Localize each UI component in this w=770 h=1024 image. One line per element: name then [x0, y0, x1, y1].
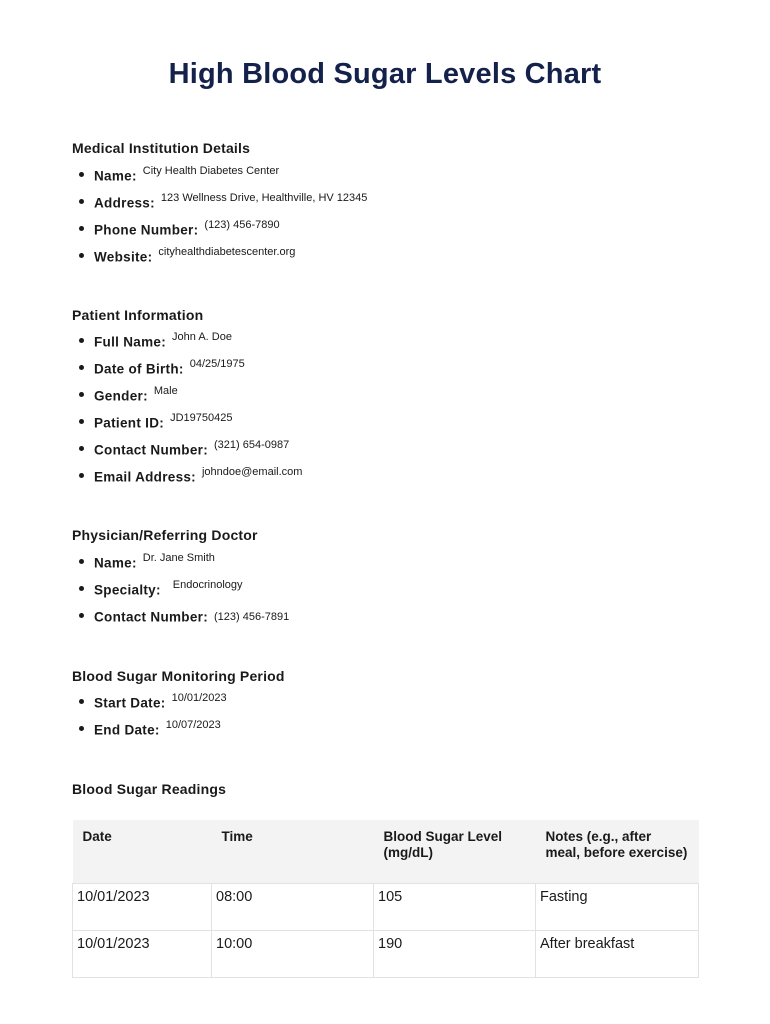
bullet-icon — [79, 172, 84, 177]
column-header-level: Blood Sugar Level (mg/dL) — [374, 820, 536, 884]
page-title: High Blood Sugar Levels Chart — [168, 58, 602, 90]
column-header-time: Time — [212, 820, 374, 884]
list-item — [79, 191, 368, 216]
table-cell: 10/01/2023 — [73, 884, 212, 931]
field-label: Gender: — [94, 388, 148, 404]
table-cell: 105 — [374, 884, 536, 931]
field-value: 10/07/2023 — [165, 718, 221, 731]
list-item — [79, 438, 290, 463]
field-label: Start Date: — [94, 695, 166, 711]
field-label: Address: — [94, 195, 155, 211]
list-item — [79, 164, 280, 189]
field-value: 123 Wellness Drive, Healthville, HV 12345 — [160, 191, 368, 204]
bullet-icon — [79, 253, 84, 258]
readings-table — [72, 820, 699, 978]
field-label: Date of Birth: — [94, 361, 184, 377]
bullet-icon — [79, 446, 84, 451]
field-value: Male — [153, 384, 178, 397]
field-label: End Date: — [94, 722, 160, 738]
field-label: Contact Number: — [94, 442, 209, 458]
bullet-icon — [79, 586, 84, 591]
field-label: Contact Number: — [94, 609, 209, 625]
table-row — [73, 931, 699, 978]
bullet-icon — [79, 199, 84, 204]
field-label: Phone Number: — [94, 222, 199, 238]
field-value: Endocrinology — [172, 578, 243, 591]
field-value: Dr. Jane Smith — [142, 551, 215, 564]
table-cell: 190 — [374, 931, 536, 978]
list-item — [79, 691, 227, 716]
field-value: (321) 654-0987 — [214, 438, 290, 451]
list-item — [79, 608, 289, 630]
list-item — [79, 718, 221, 743]
field-value: johndoe@email.com — [201, 465, 303, 478]
field-label: Name: — [94, 555, 137, 571]
field-label: Website: — [94, 249, 153, 265]
field-value: cityhealthdiabetescenter.org — [158, 245, 296, 258]
section-heading-period: Blood Sugar Monitoring Period — [72, 668, 285, 684]
table-row — [73, 884, 699, 931]
field-value: 10/01/2023 — [171, 691, 227, 704]
list-item — [79, 330, 232, 355]
list-item — [79, 245, 296, 270]
bullet-icon — [79, 699, 84, 704]
bullet-icon — [79, 419, 84, 424]
table-cell: 10:00 — [212, 931, 374, 978]
section-heading-physician: Physician/Referring Doctor — [72, 527, 258, 543]
list-item — [79, 218, 280, 243]
column-header-notes: Notes (e.g., after meal, before exercise) — [536, 820, 699, 884]
field-value: 04/25/1975 — [189, 357, 245, 370]
table-cell: Fasting — [536, 884, 699, 931]
section-heading-patient: Patient Information — [72, 307, 204, 323]
field-label: Name: — [94, 168, 137, 184]
bullet-icon — [79, 392, 84, 397]
table-cell: 08:00 — [212, 884, 374, 931]
field-label: Patient ID: — [94, 415, 165, 431]
field-label: Email Address: — [94, 469, 196, 485]
table-header-row — [73, 820, 699, 884]
field-value: (123) 456-7891 — [214, 610, 290, 623]
field-label: Specialty: — [94, 582, 161, 598]
bullet-icon — [79, 559, 84, 564]
bullet-icon — [79, 613, 84, 618]
section-heading-readings: Blood Sugar Readings — [72, 781, 227, 797]
list-item — [79, 357, 245, 382]
table-cell: 10/01/2023 — [73, 931, 212, 978]
list-item — [79, 465, 303, 490]
column-header-date: Date — [73, 820, 212, 884]
bullet-icon — [79, 226, 84, 231]
list-item — [79, 384, 178, 409]
field-value: (123) 456-7890 — [204, 218, 280, 231]
field-value: John A. Doe — [172, 330, 232, 343]
bullet-icon — [79, 365, 84, 370]
table-cell: After breakfast — [536, 931, 699, 978]
field-value: City Health Diabetes Center — [142, 164, 280, 177]
bullet-icon — [79, 726, 84, 731]
bullet-icon — [79, 338, 84, 343]
field-value: JD19750425 — [170, 411, 233, 424]
list-item — [79, 578, 243, 603]
list-item — [79, 551, 215, 576]
section-heading-institution: Medical Institution Details — [72, 140, 251, 156]
field-label: Full Name: — [94, 334, 167, 350]
bullet-icon — [79, 473, 84, 478]
list-item — [79, 411, 233, 436]
